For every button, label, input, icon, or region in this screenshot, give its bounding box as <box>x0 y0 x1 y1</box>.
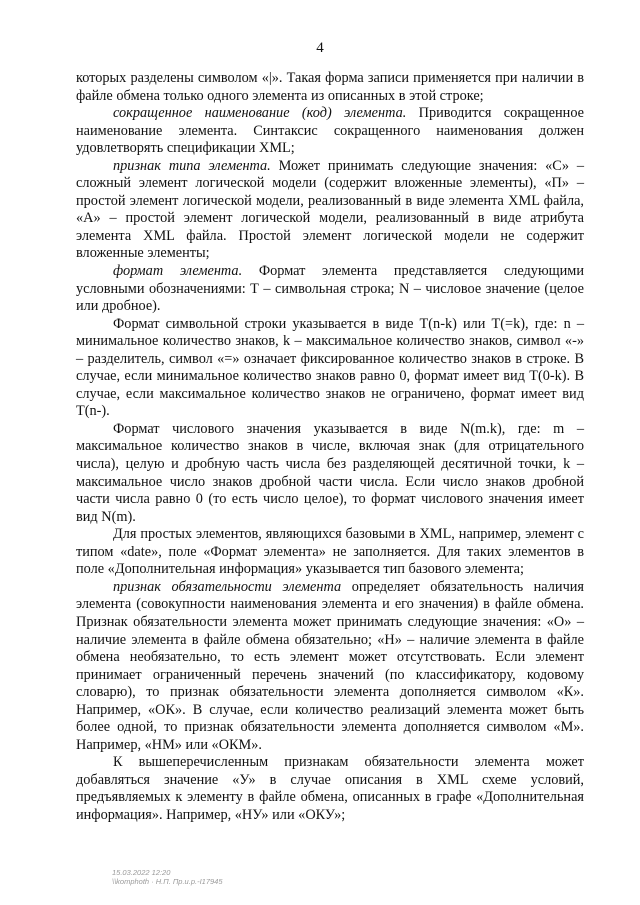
paragraph-element-format <box>76 263 584 316</box>
stamp-timestamp: 15.03.2022 12:20 <box>112 868 171 877</box>
paragraph-term: признак типа элемента. <box>113 157 271 174</box>
paragraph-text: Формат символьной строки указывается в виде Т(n-k) или Т(=k), где: n – минимальное количество знаков, k – максимальное количество знаков, символ «-» – разделитель, символ «=» означает фиксированное количество знаков в строке. В случае, если минимальное количество знаков равно 0, формат имеет вид Т(0-k). В случае, если максимальное количество знаков не ограничено, формат имеет вид Т(n-). <box>76 315 584 420</box>
paragraph-continuation <box>76 70 584 105</box>
paragraph-obligation <box>76 579 584 754</box>
paragraph-text: Формат элемента представляется следующими условными обозначениями: Т – символьная строка; N – числовое значение (целое или дробное). <box>76 263 584 315</box>
paragraph-string-format <box>76 316 584 421</box>
paragraph-text: которых разделены символом «|». Такая форма записи применяется при наличии в файле обмена только одного элемента из описанных в этой строке; <box>76 70 584 104</box>
paragraph-text: Может принимать следующие значения: «С» – сложный элемент логической модели (содержит вложенные элементы), «П» – простой элемент логической модели, реализованный в виде элемента XML файла, «А» – простой элемент логической модели, реализованный в виде атрибута элемента XML файла. Простой элемент логической модели не содержит вложенные элементы; <box>76 157 584 262</box>
paragraph-text: Для простых элементов, являющихся базовыми в XML, например, элемент с типом «date», поле «Формат элемента» не заполняется. Для таких элементов в поле «Дополнительная информация» указывается тип базового элемента; <box>76 526 584 578</box>
paragraph-element-type <box>76 158 584 263</box>
page-number: 4 <box>316 40 324 56</box>
paragraph-term: признак обязательности элемента <box>113 578 342 595</box>
paragraph-number-format <box>76 421 584 526</box>
paragraph-term: формат элемента. <box>113 263 243 280</box>
paragraph-obligation-extra <box>76 754 584 824</box>
paragraph-text: Формат числового значения указывается в виде N(m.k), где: m – максимальное количество знаков в числе, включая знак (для отрицательного числа), целую и дробную часть числа без разделяющей десятичной точки, k – максимальное число знаков дробной части числа. Если число знаков дробной части числа равно 0 (то есть число целое), то формат числового значения имеет вид N(m). <box>76 420 584 525</box>
paragraph-text: определяет обязательность наличия элемента (совокупности наименования элемента и его значения) в файле обмена. Признак обязательности элемента может принимать следующие значения: «О» – наличие элемента в файле обмена обязательно; «Н» – наличие элемента в файле обмена необязательно, то есть элемент может отсутствовать. Если элемент принимает ограниченный перечень значений (по классификатору, кодовому словарю), то признак обязательности элемента дополняется символом «К». Например, «ОК». В случае, если количество реализаций элемента может быть более одной, то признак обязательности элемента дополняется символом «М». Например, «НМ» или «ОКМ». <box>76 578 584 753</box>
paragraph-term: сокращенное наименование (код) элемента. <box>113 105 407 122</box>
document-body <box>76 70 584 825</box>
paragraph-base-types <box>76 526 584 579</box>
paragraph-short-name <box>76 105 584 158</box>
paragraph-text: Приводится сокращенное наименование элемента. Синтаксис сокращенного наименования должен удовлетворять спецификации XML; <box>76 105 584 157</box>
signature-stamp <box>112 868 223 886</box>
stamp-path: \\komphoth · Н.П. Пр.и.р.-I17945 <box>112 877 223 886</box>
paragraph-text: К вышеперечисленным признакам обязательности элемента может добавляться значение «У» в случае описания в XML схеме условий, предъявляемых к элементу в файле обмена, описанных в графе «Дополнительная информация». Например, «НУ» или «ОКУ»; <box>76 754 584 823</box>
